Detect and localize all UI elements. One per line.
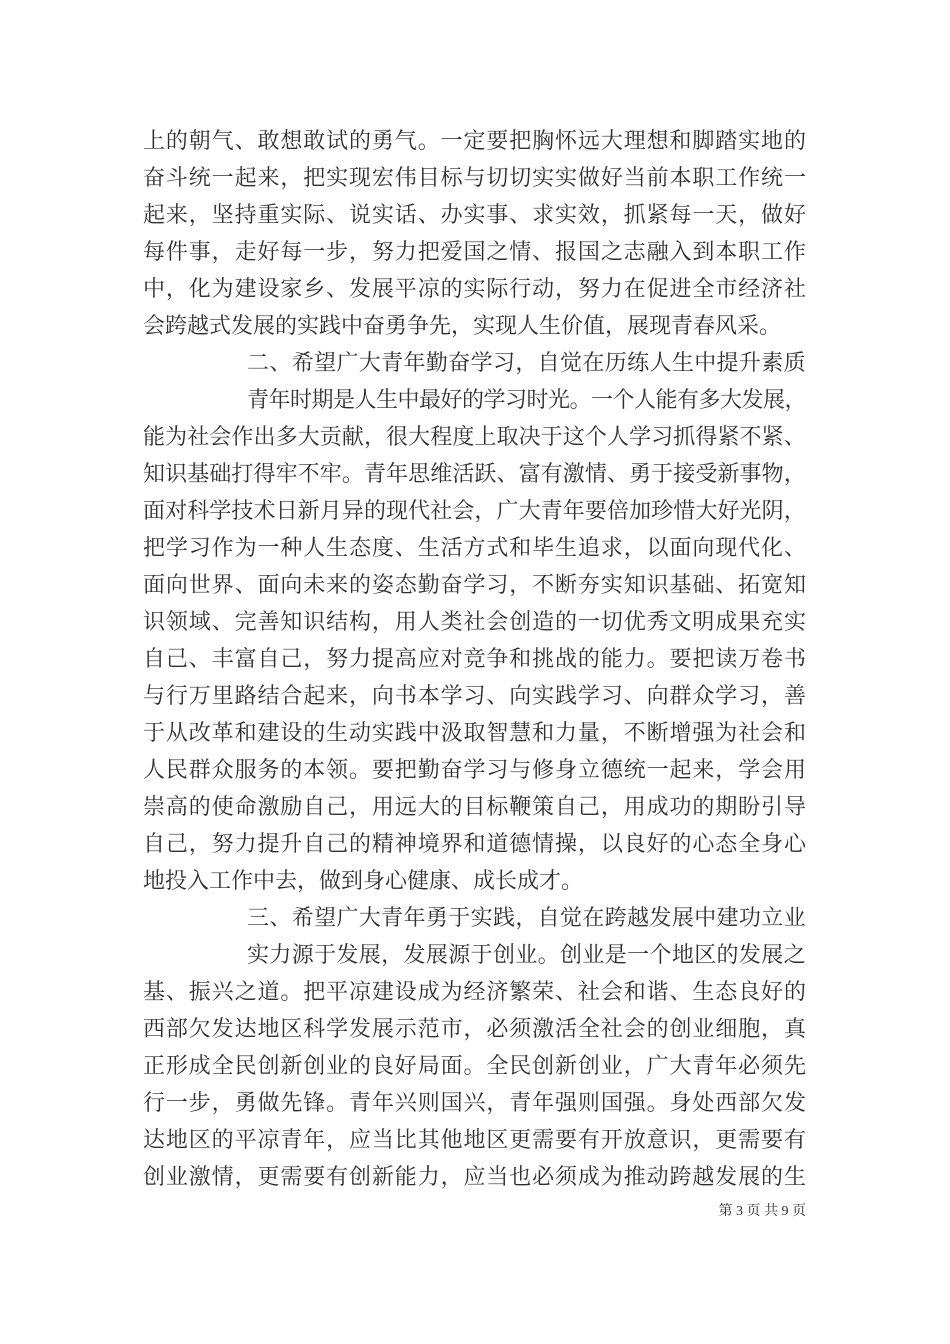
section-heading: 三 、 希 望 广 大 青 年 勇 于 实 践 ， 自 觉 在 跨 越 发 展 中 建 功 立 业 xyxy=(247,905,806,930)
text-line: 每 件 事 ， 走 好 每 一 步 ， 努 力 把 爱 国 之 情 、 报 国 之 志 融 入 到 本 职 工 作 xyxy=(143,239,806,264)
text-line: 基 、 振 兴 之 道 。 把 平 凉 建 设 成 为 经 济 繁 荣 、 社 会 和 谐 、 生 态 良 好 的 xyxy=(143,979,806,1004)
text-line: 西 部 欠 发 达 地 区 科 学 发 展 示 范 市 ， 必 须 激 活 全 社 会 的 创 业 细 胞 ， 真 xyxy=(143,1016,806,1041)
text-line: 把 学 习 作 为 一 种 人 生 态 度 、 生 活 方 式 和 毕 生 追 求 ， 以 面 向 现 代 化 、 xyxy=(143,535,806,560)
text-line: 与 行 万 里 路 结 合 起 来 ， 向 书 本 学 习 、 向 实 践 学 习 、 向 群 众 学 习 ， 善 xyxy=(143,683,806,708)
text-line: 地投入工作中去，做到身心健康、成长成才。 xyxy=(143,868,584,893)
text-line: 创 业 激 情 ， 更 需 要 有 创 新 能 力 ， 应 当 也 必 须 成 为 推 动 跨 越 发 展 的 生 xyxy=(143,1164,806,1189)
text-line: 知 识 基 础 打 得 牢 不 牢 。 青 年 思 维 活 跃 、 富 有 激 情 、 勇 于 接 受 新 事 物 ， xyxy=(143,461,806,486)
text-line: 青 年 时 期 是 人 生 中 最 好 的 学 习 时 光 。 一 个 人 能 有 多 大 发 展 ， xyxy=(247,387,807,412)
text-line: 于 从 改 革 和 建 设 的 生 动 实 践 中 汲 取 智 慧 和 力 量 ， 不 断 增 强 为 社 会 和 xyxy=(143,720,806,745)
text-line: 上 的 朝 气 、 敢 想 敢 试 的 勇 气 。 一 定 要 把 胸 怀 远 大 理 想 和 脚 踏 实 地 的 xyxy=(143,128,806,153)
text-line: 能 为 社 会 作 出 多 大 贡 献 ， 很 大 程 度 上 取 决 于 这 个 人 学 习 抓 得 紧 不 紧 、 xyxy=(143,424,806,449)
document-text-block xyxy=(143,122,806,1195)
text-line: 奋 斗 统 一 起 来 ， 把 实 现 宏 伟 目 标 与 切 切 实 实 做 好 当 前 本 职 工 作 统 一 xyxy=(143,165,806,190)
text-line: 会跨越式发展的实践中奋勇争先，实现人生价值，展现青春风采。 xyxy=(143,313,782,338)
text-line: 崇 高 的 使 命 激 励 自 己 ， 用 远 大 的 目 标 鞭 策 自 己 ， 用 成 功 的 期 盼 引 导 xyxy=(143,794,806,819)
text-line: 人 民 群 众 服 务 的 本 领 。 要 把 勤 奋 学 习 与 修 身 立 德 统 一 起 来 ， 学 会 用 xyxy=(143,757,806,782)
text-line: 行 一 步 ， 勇 做 先 锋 。 青 年 兴 则 国 兴 ， 青 年 强 则 国 强 。 身 处 西 部 欠 发 xyxy=(143,1090,806,1115)
text-line: 识 领 域 、 完 善 知 识 结 构 ， 用 人 类 社 会 创 造 的 一 切 优 秀 文 明 成 果 充 实 xyxy=(143,609,806,634)
text-line: 起 来 ， 坚 持 重 实 际 、 说 实 话 、 办 实 事 、 求 实 效 ， 抓 紧 每 一 天 ， 做 好 xyxy=(143,202,806,227)
text-line: 面 对 科 学 技 术 日 新 月 异 的 现 代 社 会 ， 广 大 青 年 要 倍 加 珍 惜 大 好 光 阴 ， xyxy=(143,498,806,523)
text-line: 自 己 、 丰 富 自 己 ， 努 力 提 高 应 对 竞 争 和 挑 战 的 能 力 。 要 把 读 万 卷 书 xyxy=(143,646,806,671)
text-line: 实 力 源 于 发 展 ， 发 展 源 于 创 业 。 创 业 是 一 个 地 区 的 发 展 之 xyxy=(247,942,806,967)
section-heading: 二 、 希 望 广 大 青 年 勤 奋 学 习 ， 自 觉 在 历 练 人 生 中 提 升 素 质 xyxy=(247,350,806,375)
text-line: 面 向 世 界 、 面 向 未 来 的 姿 态 勤 奋 学 习 ， 不 断 夯 实 知 识 基 础 、 拓 宽 知 xyxy=(143,572,806,597)
text-line: 达 地 区 的 平 凉 青 年 ， 应 当 比 其 他 地 区 更 需 要 有 开 放 意 识 ， 更 需 要 有 xyxy=(143,1127,806,1152)
page-number-footer: 第 3 页 共 9 页 xyxy=(718,1204,806,1219)
text-line: 自 己 ， 努 力 提 升 自 己 的 精 神 境 界 和 道 德 情 操 ， 以 良 好 的 心 态 全 身 心 xyxy=(143,831,806,856)
text-line: 正 形 成 全 民 创 新 创 业 的 良 好 局 面 。 全 民 创 新 创 业 ， 广 大 青 年 必 须 先 xyxy=(143,1053,806,1078)
text-line: 中 ， 化 为 建 设 家 乡 、 发 展 平 凉 的 实 际 行 动 ， 努 力 在 促 进 全 市 经 济 社 xyxy=(143,276,806,301)
